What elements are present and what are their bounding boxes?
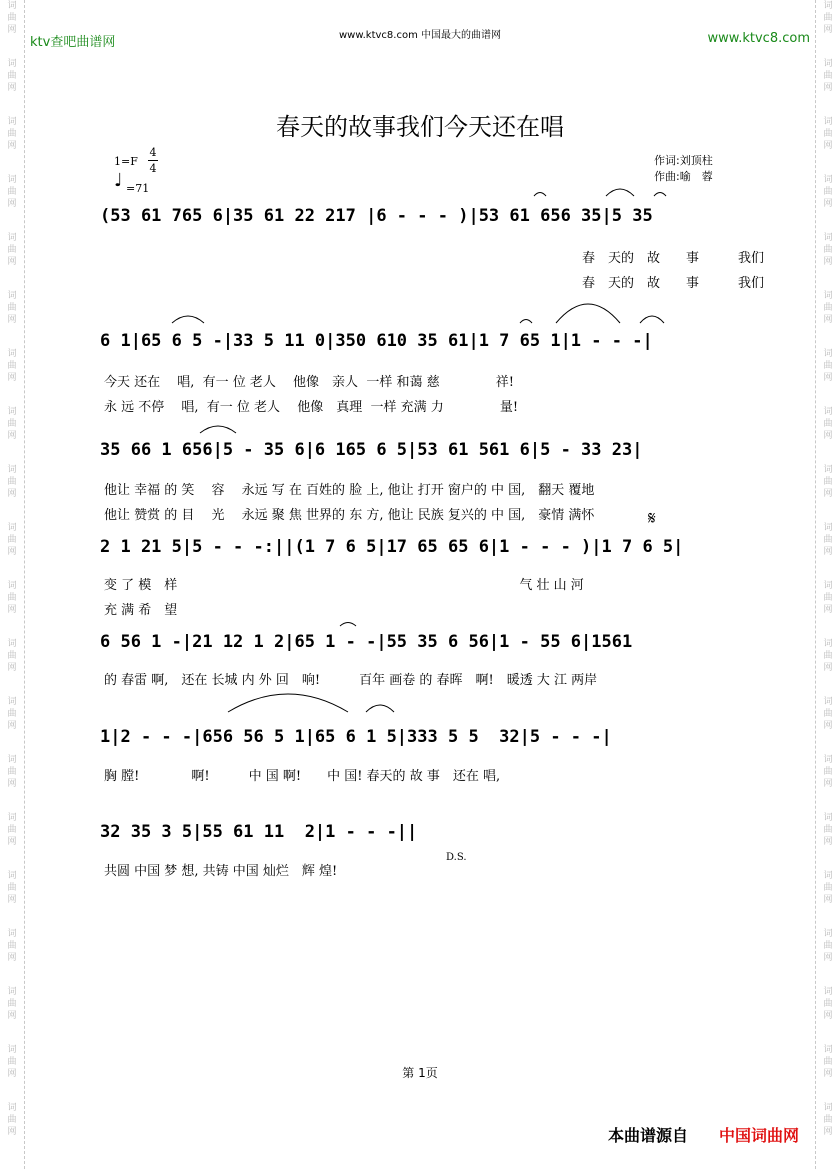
watermark-glyph: 曲 xyxy=(823,71,833,81)
watermark-gap xyxy=(0,1080,24,1102)
watermark-glyph: 词 xyxy=(7,59,17,69)
watermark-glyph: 网 xyxy=(823,895,833,905)
tempo-marking: =71 xyxy=(126,182,150,195)
watermark-glyph: 曲 xyxy=(7,129,17,139)
watermark-glyph: 网 xyxy=(7,837,17,847)
watermark-glyph: 词 xyxy=(7,175,17,185)
watermark-gap xyxy=(0,616,24,638)
watermark-glyph: 词 xyxy=(823,755,833,765)
watermark-glyph: 网 xyxy=(823,547,833,557)
watermark-glyph: 词 xyxy=(823,291,833,301)
watermark-glyph: 词 xyxy=(823,407,833,417)
watermark-glyph: 词 xyxy=(823,987,833,997)
slur-arc xyxy=(366,705,394,712)
slur-arc xyxy=(520,320,532,324)
watermark-glyph: 网 xyxy=(7,605,17,615)
lyric-line-3a: 他让 幸福 的 笑 容 永远 写 在 百姓的 脸 上, 他让 打开 窗户的 中 国, 翻天 覆地 xyxy=(104,483,595,498)
watermark-gap xyxy=(816,848,840,870)
watermark-glyph: 网 xyxy=(7,199,17,209)
slur-arc xyxy=(640,316,664,323)
watermark-glyph: 曲 xyxy=(7,187,17,197)
right-watermark-strip xyxy=(815,0,840,1169)
watermark-glyph: 网 xyxy=(823,953,833,963)
lyricist-credit: 作词:刘顶柱 xyxy=(654,154,713,167)
watermark-glyph: 网 xyxy=(823,257,833,267)
watermark-glyph: 网 xyxy=(823,779,833,789)
watermark-glyph: 网 xyxy=(823,83,833,93)
watermark-glyph: 网 xyxy=(823,721,833,731)
watermark-gap xyxy=(816,732,840,754)
watermark-glyph: 词 xyxy=(7,349,17,359)
watermark-glyph: 词 xyxy=(823,929,833,939)
watermark-gap xyxy=(0,674,24,696)
watermark-glyph: 网 xyxy=(823,489,833,499)
segno-sign: 𝄋 xyxy=(648,508,656,529)
header-left-site[interactable]: ktv查吧曲谱网 xyxy=(30,35,116,50)
watermark-glyph: 网 xyxy=(823,315,833,325)
watermark-gap xyxy=(816,268,840,290)
watermark-gap xyxy=(0,732,24,754)
watermark-glyph: 曲 xyxy=(7,477,17,487)
watermark-glyph: 词 xyxy=(7,1,17,11)
watermark-glyph: 网 xyxy=(7,1069,17,1079)
slur-arc xyxy=(654,193,666,197)
watermark-glyph: 网 xyxy=(823,199,833,209)
watermark-glyph: 网 xyxy=(7,547,17,557)
lyric-line-7: 共圆 中国 梦 想, 共铸 中国 灿烂 辉 煌! xyxy=(104,864,338,879)
lyric-line-1b: 春 天的 故 事 我们 xyxy=(581,276,764,291)
watermark-glyph: 曲 xyxy=(7,593,17,603)
watermark-gap xyxy=(0,268,24,290)
watermark-glyph: 网 xyxy=(7,257,17,267)
slur-arc xyxy=(606,189,634,196)
watermark-gap xyxy=(0,500,24,522)
da-segno-marking: D.S. xyxy=(446,852,467,863)
watermark-glyph: 曲 xyxy=(7,419,17,429)
watermark-gap xyxy=(0,210,24,232)
watermark-glyph: 词 xyxy=(823,697,833,707)
watermark-glyph: 词 xyxy=(7,697,17,707)
watermark-glyph: 曲 xyxy=(7,883,17,893)
watermark-glyph: 曲 xyxy=(823,361,833,371)
notation-line-7: 32 35 3 5|55 61 11 2|1 - - -|| xyxy=(100,822,418,842)
watermark-glyph: 网 xyxy=(823,141,833,151)
watermark-gap xyxy=(816,500,840,522)
watermark-glyph: 词 xyxy=(823,813,833,823)
slur-arc xyxy=(200,426,236,433)
watermark-glyph: 曲 xyxy=(7,1057,17,1067)
watermark-glyph: 曲 xyxy=(7,13,17,23)
watermark-glyph: 网 xyxy=(823,431,833,441)
watermark-glyph: 曲 xyxy=(7,245,17,255)
watermark-glyph: 网 xyxy=(7,489,17,499)
watermark-glyph: 词 xyxy=(823,523,833,533)
watermark-gap xyxy=(816,674,840,696)
slur-arc xyxy=(556,304,620,323)
watermark-glyph: 曲 xyxy=(823,825,833,835)
lyric-line-1a: 春 天的 故 事 我们 xyxy=(581,251,764,266)
left-watermark-strip xyxy=(0,0,25,1169)
watermark-glyph: 词 xyxy=(7,929,17,939)
watermark-glyph: 词 xyxy=(7,871,17,881)
watermark-glyph: 网 xyxy=(823,1011,833,1021)
watermark-glyph: 曲 xyxy=(7,651,17,661)
watermark-glyph: 词 xyxy=(7,987,17,997)
watermark-glyph: 网 xyxy=(7,953,17,963)
watermark-glyph: 词 xyxy=(7,755,17,765)
watermark-glyph: 曲 xyxy=(823,303,833,313)
watermark-gap xyxy=(0,326,24,348)
slur-arc xyxy=(534,193,546,197)
watermark-glyph: 曲 xyxy=(7,361,17,371)
watermark-glyph: 词 xyxy=(7,407,17,417)
watermark-glyph: 网 xyxy=(7,1127,17,1137)
watermark-glyph: 曲 xyxy=(823,593,833,603)
watermark-glyph: 词 xyxy=(823,233,833,243)
watermark-glyph: 词 xyxy=(823,59,833,69)
watermark-glyph: 曲 xyxy=(7,709,17,719)
notation-line-5: 6 56 1 -|21 12 1 2|65 1 - -|55 35 6 56|1 - 55 6|1561 xyxy=(100,632,633,652)
watermark-glyph: 网 xyxy=(7,373,17,383)
watermark-glyph: 词 xyxy=(823,871,833,881)
notation-line-2: 6 1|65 6 5 -|33 5 11 0|350 610 35 61|1 7 65 1|1 - - -| xyxy=(100,331,653,351)
watermark-glyph: 词 xyxy=(7,117,17,127)
watermark-glyph: 曲 xyxy=(7,71,17,81)
key-signature: 1=F xyxy=(114,155,138,168)
watermark-glyph: 词 xyxy=(823,581,833,591)
watermark-gap xyxy=(816,210,840,232)
watermark-glyph: 曲 xyxy=(823,709,833,719)
watermark-glyph: 网 xyxy=(7,141,17,151)
watermark-gap xyxy=(816,384,840,406)
watermark-gap xyxy=(816,616,840,638)
watermark-gap xyxy=(816,1138,840,1160)
watermark-glyph: 曲 xyxy=(823,187,833,197)
watermark-glyph: 网 xyxy=(823,1069,833,1079)
watermark-glyph: 网 xyxy=(823,605,833,615)
time-signature-bottom: 4 xyxy=(149,162,157,175)
watermark-gap xyxy=(816,906,840,928)
footer-source-label: 本曲谱源自 xyxy=(608,1126,689,1145)
lyric-line-5: 的 春雷 啊, 还在 长城 内 外 回 响! 百年 画卷 的 春晖 啊! 暖透 大 江 两岸 xyxy=(104,673,598,688)
watermark-glyph: 词 xyxy=(7,581,17,591)
watermark-glyph: 词 xyxy=(823,175,833,185)
header-center-banner: www.ktvc8.com 中国最大的曲谱网 xyxy=(338,30,501,41)
lyric-line-4b: 充 满 希 望 xyxy=(104,603,178,618)
watermark-glyph: 词 xyxy=(823,1103,833,1113)
watermark-glyph: 曲 xyxy=(7,767,17,777)
time-signature-top: 4 xyxy=(149,146,157,159)
lyric-line-2a: 今天 还在 唱, 有一 位 老人 他像 亲人 一样 和蔼 慈 祥! xyxy=(104,375,514,390)
watermark-glyph: 词 xyxy=(823,465,833,475)
watermark-glyph: 网 xyxy=(7,431,17,441)
watermark-glyph: 曲 xyxy=(7,1115,17,1125)
watermark-gap xyxy=(0,848,24,870)
watermark-gap xyxy=(0,1022,24,1044)
notation-line-4: 2 1 21 5|5 - - -:||(1 7 6 5|17 65 65 6|1 - - - )|1 7 6 5| xyxy=(100,537,684,557)
watermark-gap xyxy=(0,1138,24,1160)
watermark-glyph: 词 xyxy=(7,1103,17,1113)
notation-line-6: 1|2 - - -|656 56 5 1|65 6 1 5|333 5 5 32|5 - - -| xyxy=(100,727,612,747)
time-signature-divider xyxy=(148,160,158,161)
watermark-glyph: 网 xyxy=(7,779,17,789)
watermark-glyph: 网 xyxy=(823,1127,833,1137)
watermark-glyph: 词 xyxy=(823,349,833,359)
quarter-note-icon: ♩ xyxy=(114,170,123,191)
watermark-glyph: 曲 xyxy=(7,535,17,545)
watermark-gap xyxy=(816,790,840,812)
page-number: 第 1页 xyxy=(402,1066,438,1080)
lyric-line-6: 胸 膛! 啊! 中 国 啊! 中 国! 春天的 故 事 还在 唱, xyxy=(104,769,501,784)
watermark-glyph: 词 xyxy=(7,233,17,243)
watermark-glyph: 曲 xyxy=(823,1057,833,1067)
watermark-glyph: 网 xyxy=(823,25,833,35)
watermark-glyph: 曲 xyxy=(7,999,17,1009)
watermark-glyph: 曲 xyxy=(823,883,833,893)
watermark-glyph: 网 xyxy=(823,373,833,383)
watermark-gap xyxy=(0,442,24,464)
watermark-glyph: 曲 xyxy=(7,303,17,313)
watermark-gap xyxy=(816,152,840,174)
lyric-line-2b: 永 远 不停 唱, 有一 位 老人 他像 真理 一样 充满 力 量! xyxy=(104,400,519,415)
footer-site-link[interactable]: 中国词曲网 xyxy=(719,1126,800,1145)
watermark-glyph: 网 xyxy=(823,663,833,673)
watermark-gap xyxy=(0,906,24,928)
watermark-glyph: 曲 xyxy=(823,999,833,1009)
watermark-glyph: 词 xyxy=(7,813,17,823)
watermark-gap xyxy=(0,384,24,406)
watermark-gap xyxy=(816,1022,840,1044)
watermark-glyph: 网 xyxy=(823,837,833,847)
notation-line-1: (53 61 765 6|35 61 22 217 |6 - - - )|53 61 656 35|5 35 xyxy=(100,206,653,226)
watermark-glyph: 网 xyxy=(7,315,17,325)
watermark-glyph: 曲 xyxy=(823,419,833,429)
watermark-glyph: 曲 xyxy=(823,767,833,777)
watermark-glyph: 词 xyxy=(7,639,17,649)
watermark-gap xyxy=(0,558,24,580)
watermark-glyph: 网 xyxy=(7,25,17,35)
slur-arc xyxy=(340,623,356,627)
slur-arc xyxy=(228,694,348,712)
watermark-glyph: 网 xyxy=(7,895,17,905)
header-right-site[interactable]: www.ktvc8.com xyxy=(707,31,810,46)
watermark-glyph: 词 xyxy=(7,523,17,533)
watermark-glyph: 词 xyxy=(823,1,833,11)
song-title: 春天的故事我们今天还在唱 xyxy=(276,113,564,141)
watermark-glyph: 词 xyxy=(823,639,833,649)
lyric-line-3b: 他让 赞赏 的 目 光 永远 聚 焦 世界的 东 方, 他让 民族 复兴的 中 国, 豪情 满怀 xyxy=(104,508,595,523)
time-signature xyxy=(148,146,158,175)
credits xyxy=(654,153,713,185)
watermark-glyph: 曲 xyxy=(823,651,833,661)
watermark-gap xyxy=(816,558,840,580)
watermark-gap xyxy=(816,326,840,348)
slur-arc xyxy=(172,316,204,323)
watermark-gap xyxy=(816,1080,840,1102)
notation-line-3: 35 66 1 656|5 - 35 6|6 165 6 5|53 61 561 6|5 - 33 23| xyxy=(100,440,643,460)
watermark-glyph: 曲 xyxy=(7,941,17,951)
watermark-gap xyxy=(0,790,24,812)
watermark-gap xyxy=(0,964,24,986)
watermark-glyph: 曲 xyxy=(823,941,833,951)
watermark-glyph: 词 xyxy=(7,291,17,301)
watermark-glyph: 网 xyxy=(7,1011,17,1021)
watermark-glyph: 词 xyxy=(7,465,17,475)
watermark-glyph: 曲 xyxy=(7,825,17,835)
watermark-glyph: 词 xyxy=(823,117,833,127)
watermark-glyph: 曲 xyxy=(823,1115,833,1125)
watermark-glyph: 曲 xyxy=(823,535,833,545)
watermark-gap xyxy=(0,152,24,174)
watermark-glyph: 网 xyxy=(7,721,17,731)
watermark-glyph: 曲 xyxy=(823,13,833,23)
composer-credit: 作曲:喻 蓉 xyxy=(654,170,713,183)
watermark-glyph: 词 xyxy=(823,1045,833,1055)
watermark-glyph: 网 xyxy=(7,83,17,93)
watermark-gap xyxy=(816,442,840,464)
lyric-line-4a: 变 了 模 样 气 壮 山 河 xyxy=(104,578,584,593)
watermark-glyph: 网 xyxy=(7,663,17,673)
watermark-glyph: 词 xyxy=(7,1045,17,1055)
watermark-glyph: 曲 xyxy=(823,129,833,139)
watermark-glyph: 曲 xyxy=(823,245,833,255)
watermark-gap xyxy=(816,964,840,986)
watermark-glyph: 曲 xyxy=(823,477,833,487)
